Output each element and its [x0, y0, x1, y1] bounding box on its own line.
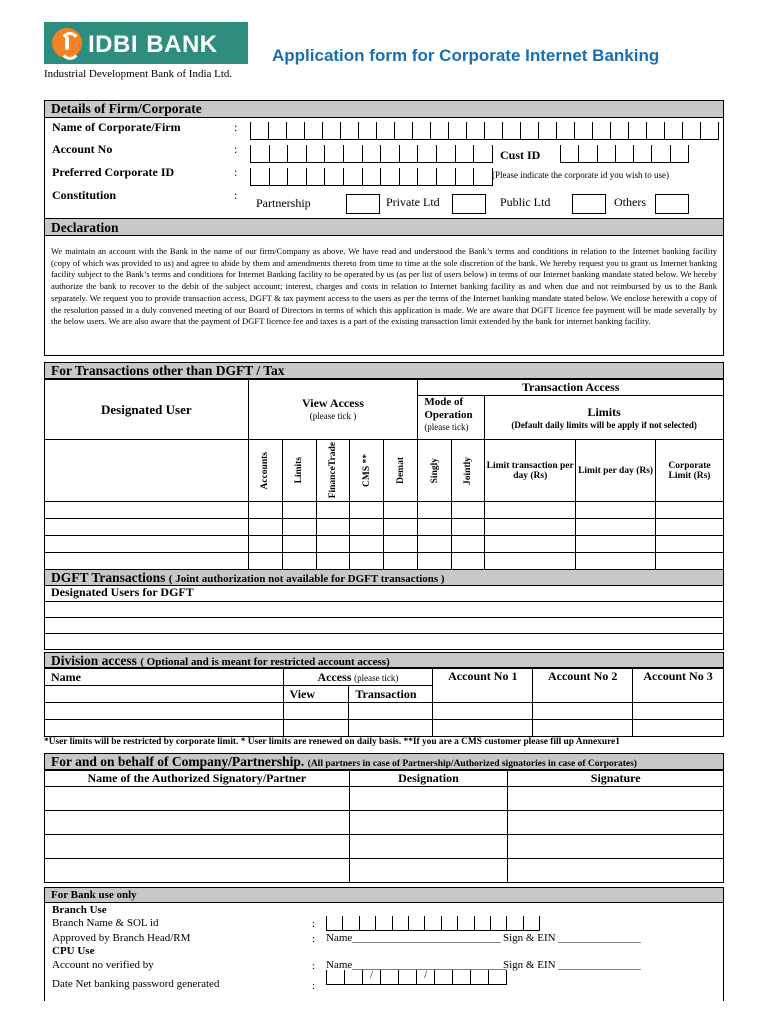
char-box[interactable] [574, 122, 592, 140]
option-others: Others [614, 195, 646, 209]
col-limits [282, 440, 316, 502]
limits-note: (Default daily limits will be apply if not selected) [511, 420, 697, 430]
char-box[interactable] [269, 168, 288, 186]
colon: : [312, 960, 316, 972]
col-demat-label: Demat [395, 457, 406, 484]
char-box[interactable] [436, 168, 455, 186]
designation-header: Designation [349, 771, 508, 787]
char-box[interactable] [455, 145, 474, 163]
char-box[interactable] [424, 916, 440, 931]
char-box[interactable]: / [362, 970, 380, 985]
name-input[interactable] [250, 122, 719, 140]
partnership-checkbox[interactable] [346, 194, 380, 214]
char-box[interactable] [682, 122, 700, 140]
char-box[interactable] [488, 970, 506, 985]
dgft-title: DGFT Transactions [51, 570, 166, 585]
char-box[interactable] [597, 145, 615, 163]
col-cms-label: CMS ** [361, 454, 372, 487]
signature-header: Signature [508, 771, 724, 787]
division-table [44, 668, 724, 737]
char-box[interactable] [322, 122, 340, 140]
transactions-heading: For Transactions other than DGFT / Tax [44, 362, 724, 379]
char-box[interactable] [380, 145, 399, 163]
option-partnership: Partnership [256, 196, 311, 210]
char-box[interactable] [473, 168, 492, 186]
col-accounts [248, 440, 282, 502]
col-limit-transaction: Limit transaction per day (Rs) [485, 440, 576, 502]
char-box[interactable] [306, 168, 325, 186]
table-row[interactable] [45, 859, 724, 883]
char-box[interactable] [340, 122, 358, 140]
logo-text [88, 27, 218, 59]
logo-bank: BANK [146, 31, 218, 58]
char-box[interactable] [399, 168, 418, 186]
char-box[interactable] [268, 122, 286, 140]
verifier-name-line[interactable]: Name____________________________ [326, 959, 507, 971]
colon: : [234, 120, 238, 134]
bank-subtitle: Industrial Development Bank of India Ltd. [44, 68, 233, 80]
char-box[interactable] [474, 916, 490, 931]
char-box[interactable] [362, 145, 381, 163]
char-box[interactable] [376, 122, 394, 140]
char-box[interactable] [610, 122, 628, 140]
table-row[interactable] [45, 720, 724, 737]
idbi-logo [44, 22, 248, 64]
char-box[interactable] [269, 145, 288, 163]
approver-sign-line[interactable]: Sign & EIN _______________ [503, 932, 641, 944]
char-box[interactable] [700, 122, 718, 140]
date-input[interactable] [326, 970, 507, 985]
table-row[interactable] [45, 553, 724, 570]
behalf-heading [44, 753, 724, 770]
approved-label: Approved by Branch Head/RM [52, 932, 191, 944]
dgft-note: ( Joint authorization not available for DGFT transactions ) [168, 573, 445, 585]
char-box[interactable] [380, 168, 399, 186]
char-box[interactable] [452, 970, 470, 985]
cust-id-label: Cust ID [500, 148, 541, 162]
char-box[interactable] [359, 916, 375, 931]
char-box[interactable] [628, 122, 646, 140]
char-box[interactable] [490, 916, 506, 931]
col-limit-per-day: Limit per day (Rs) [576, 440, 656, 502]
sol-id-input[interactable] [326, 916, 540, 931]
transactions-table [44, 379, 724, 570]
date-password-label: Date Net banking password generated [52, 978, 220, 990]
account-no-2-header: Account No 2 [533, 669, 633, 703]
idbi-logo-icon [52, 28, 82, 58]
division-access-header [283, 669, 433, 686]
table-row[interactable] [45, 519, 724, 536]
char-box[interactable] [523, 916, 539, 931]
col-jointly-label: Jointly [463, 456, 474, 485]
account-label: Account No [52, 142, 113, 156]
branch-use-label: Branch Use [52, 904, 107, 916]
dgft-users-label: Designated Users for DGFT [51, 585, 194, 599]
behalf-title: For and on behalf of Company/Partnership. [51, 754, 305, 769]
verified-label: Account no verified by [52, 959, 154, 971]
private-ltd-checkbox[interactable] [452, 194, 486, 214]
page-title: Application form for Corporate Internet Banking [272, 46, 660, 65]
char-box[interactable] [392, 916, 408, 931]
char-box[interactable] [457, 916, 473, 931]
char-box[interactable] [358, 122, 376, 140]
declaration-box [44, 236, 724, 356]
char-box[interactable] [250, 145, 269, 163]
char-box[interactable] [324, 145, 343, 163]
behalf-note: (All partners in case of Partnership/Authorized signatories in case of Corporates) [307, 759, 637, 769]
colon: : [234, 165, 238, 179]
char-box[interactable] [412, 122, 430, 140]
col-limits-label: Limits [294, 457, 305, 484]
declaration-heading: Declaration [44, 218, 724, 236]
firm-section-heading: Details of Firm/Corporate [44, 100, 724, 118]
table-row[interactable] [45, 787, 724, 811]
mode-title: Mode of Operation [424, 396, 473, 421]
division-title: Division access [51, 653, 137, 668]
colon: : [312, 918, 316, 930]
char-box[interactable] [287, 145, 306, 163]
division-transaction-header: Transaction [349, 686, 433, 703]
col-singly-label: Singly [429, 457, 440, 484]
corp-id-label: Preferred Corporate ID [52, 165, 175, 179]
name-label: Name of Corporate/Firm [52, 120, 181, 134]
table-row[interactable] [45, 601, 723, 617]
mode-header [418, 396, 485, 440]
signatory-name-header: Name of the Authorized Signatory/Partner [45, 771, 350, 787]
char-box[interactable] [455, 168, 474, 186]
table-row[interactable] [45, 617, 723, 633]
account-no-1-header: Account No 1 [433, 669, 533, 703]
account-input[interactable] [250, 145, 493, 163]
others-checkbox[interactable] [655, 194, 689, 214]
col-jointly [452, 440, 485, 502]
char-box[interactable] [484, 122, 502, 140]
char-box[interactable] [615, 145, 633, 163]
view-access-tick: (please tick ) [309, 411, 357, 421]
col-demat [384, 440, 418, 502]
branch-name-label: Branch Name & SOL id [52, 917, 159, 929]
char-box[interactable] [408, 916, 424, 931]
char-box[interactable] [398, 970, 416, 985]
char-box[interactable] [436, 145, 455, 163]
char-box[interactable]: / [416, 970, 434, 985]
char-box[interactable] [506, 916, 522, 931]
char-box[interactable] [343, 168, 362, 186]
col-accounts-label: Accounts [260, 451, 271, 490]
declaration-text: We maintain an account with the Bank in the name of our firm/Company as above. We have read and understood the Bank’s terms and conditions in relation to the Internet banking facility (copy of which was provided to us) and agree to abide by them and amendments thereto from time to time at the sole discretion of the bank. We hereby request you to grant us Internet banking facility subject to the Bank’s terms and conditions for Internet Banking facility to be operated by us (as per list of users below) in terms of our Internet banking mandate stated below. We hereby authorize the bank to recover to the debit of the subject account; interest, charges and costs in relation to Internet banking facility as and when due and not reimbursed by us to the Bank separately. We request you to provide transaction access, DGFT & tax payment access to the users as per the terms of the Internet banking mandate stated below. We enclose herewith a copy of the resolution passed in a duly convened meeting of our Board of Directors in terms of which this application is made. We are aware that DGFT licence fee payment will be made severally by the below users. We are also aware that the payment of DGFT licence fee and taxes is a part of the existing transaction limit extended by the bank for internet banking facility. [51, 246, 717, 327]
logo-idbi: IDBI [88, 31, 138, 58]
table-row[interactable] [45, 703, 724, 720]
division-view-header: View [283, 686, 349, 703]
char-box[interactable] [324, 168, 343, 186]
constitution-label: Constitution [52, 188, 117, 202]
char-box[interactable] [434, 970, 452, 985]
table-row[interactable] [45, 633, 723, 649]
char-box[interactable] [250, 122, 268, 140]
colon: : [312, 980, 316, 992]
approver-name-line[interactable]: Name___________________________ [326, 932, 501, 944]
dgft-heading [44, 569, 724, 586]
char-box[interactable] [286, 122, 304, 140]
behalf-table [44, 770, 724, 883]
char-box[interactable] [380, 970, 398, 985]
char-box[interactable] [441, 916, 457, 931]
char-box[interactable] [342, 916, 358, 931]
view-access-header [248, 380, 418, 440]
char-box[interactable] [326, 970, 344, 985]
char-box[interactable] [362, 168, 381, 186]
account-no-3-header: Account No 3 [633, 669, 724, 703]
transaction-access-header: Transaction Access [418, 380, 724, 396]
bank-use-heading: For Bank use only [45, 888, 723, 903]
table-row[interactable] [45, 835, 724, 859]
char-box[interactable] [538, 122, 556, 140]
cpu-use-label: CPU Use [52, 945, 95, 957]
char-box[interactable] [651, 145, 669, 163]
char-box[interactable] [343, 145, 362, 163]
char-box[interactable] [633, 145, 651, 163]
verifier-sign-line[interactable]: Sign & EIN _______________ [503, 959, 641, 971]
division-access-note: (please tick) [354, 672, 399, 683]
char-box[interactable] [304, 122, 322, 140]
char-box[interactable] [520, 122, 538, 140]
footnote: *User limits will be restricted by corporate limit. * User limits are renewed on daily basis. **If you are a CMS customer please fill up Annexure1 [44, 737, 620, 747]
corp-id-input[interactable] [250, 168, 493, 186]
char-box[interactable] [306, 145, 325, 163]
designated-user-header: Designated User [45, 380, 249, 440]
blank-cell [45, 686, 284, 703]
limits-header [485, 396, 724, 440]
char-box[interactable] [399, 145, 418, 163]
char-box[interactable] [473, 145, 492, 163]
char-box[interactable] [466, 122, 484, 140]
col-singly [418, 440, 452, 502]
char-box[interactable] [417, 168, 436, 186]
public-ltd-checkbox[interactable] [572, 194, 606, 214]
colon: : [234, 188, 238, 202]
char-box[interactable] [560, 145, 578, 163]
col-financetrade-label: FinanceTrade [327, 442, 338, 499]
char-box[interactable] [250, 168, 269, 186]
char-box[interactable] [326, 916, 342, 931]
option-private-ltd: Private Ltd [386, 195, 440, 209]
char-box[interactable] [344, 970, 362, 985]
char-box[interactable] [670, 145, 688, 163]
mode-tick: (please tick) [424, 422, 469, 432]
char-box[interactable] [556, 122, 574, 140]
char-box[interactable] [375, 916, 391, 931]
col-financetrade [316, 440, 350, 502]
col-corporate-limit: Corporate Limit (Rs) [656, 440, 724, 502]
char-box[interactable] [287, 168, 306, 186]
char-box[interactable] [592, 122, 610, 140]
option-public-ltd: Public Ltd [500, 195, 551, 209]
table-row[interactable] [45, 502, 724, 519]
char-box[interactable] [578, 145, 596, 163]
corp-id-note: (Please indicate the corporate id you wish to use) [492, 170, 669, 180]
char-box[interactable] [394, 122, 412, 140]
limits-title: Limits [587, 405, 621, 419]
colon: : [234, 142, 238, 156]
cust-id-input[interactable] [560, 145, 689, 163]
division-heading [44, 652, 724, 668]
char-box[interactable] [502, 122, 520, 140]
view-access-title: View Access [302, 396, 364, 410]
division-access-title: Access [317, 669, 352, 684]
char-box[interactable] [448, 122, 466, 140]
table-row[interactable] [45, 811, 724, 835]
char-box[interactable] [430, 122, 448, 140]
table-row[interactable] [45, 536, 724, 553]
char-box[interactable] [470, 970, 488, 985]
char-box[interactable] [646, 122, 664, 140]
char-box[interactable] [417, 145, 436, 163]
char-box[interactable] [664, 122, 682, 140]
colon: : [312, 933, 316, 945]
dgft-box [44, 586, 724, 650]
blank-cell [45, 440, 249, 502]
col-cms [350, 440, 384, 502]
division-note: ( Optional and is meant for restricted account access) [140, 656, 390, 668]
division-name-header: Name [45, 669, 284, 686]
